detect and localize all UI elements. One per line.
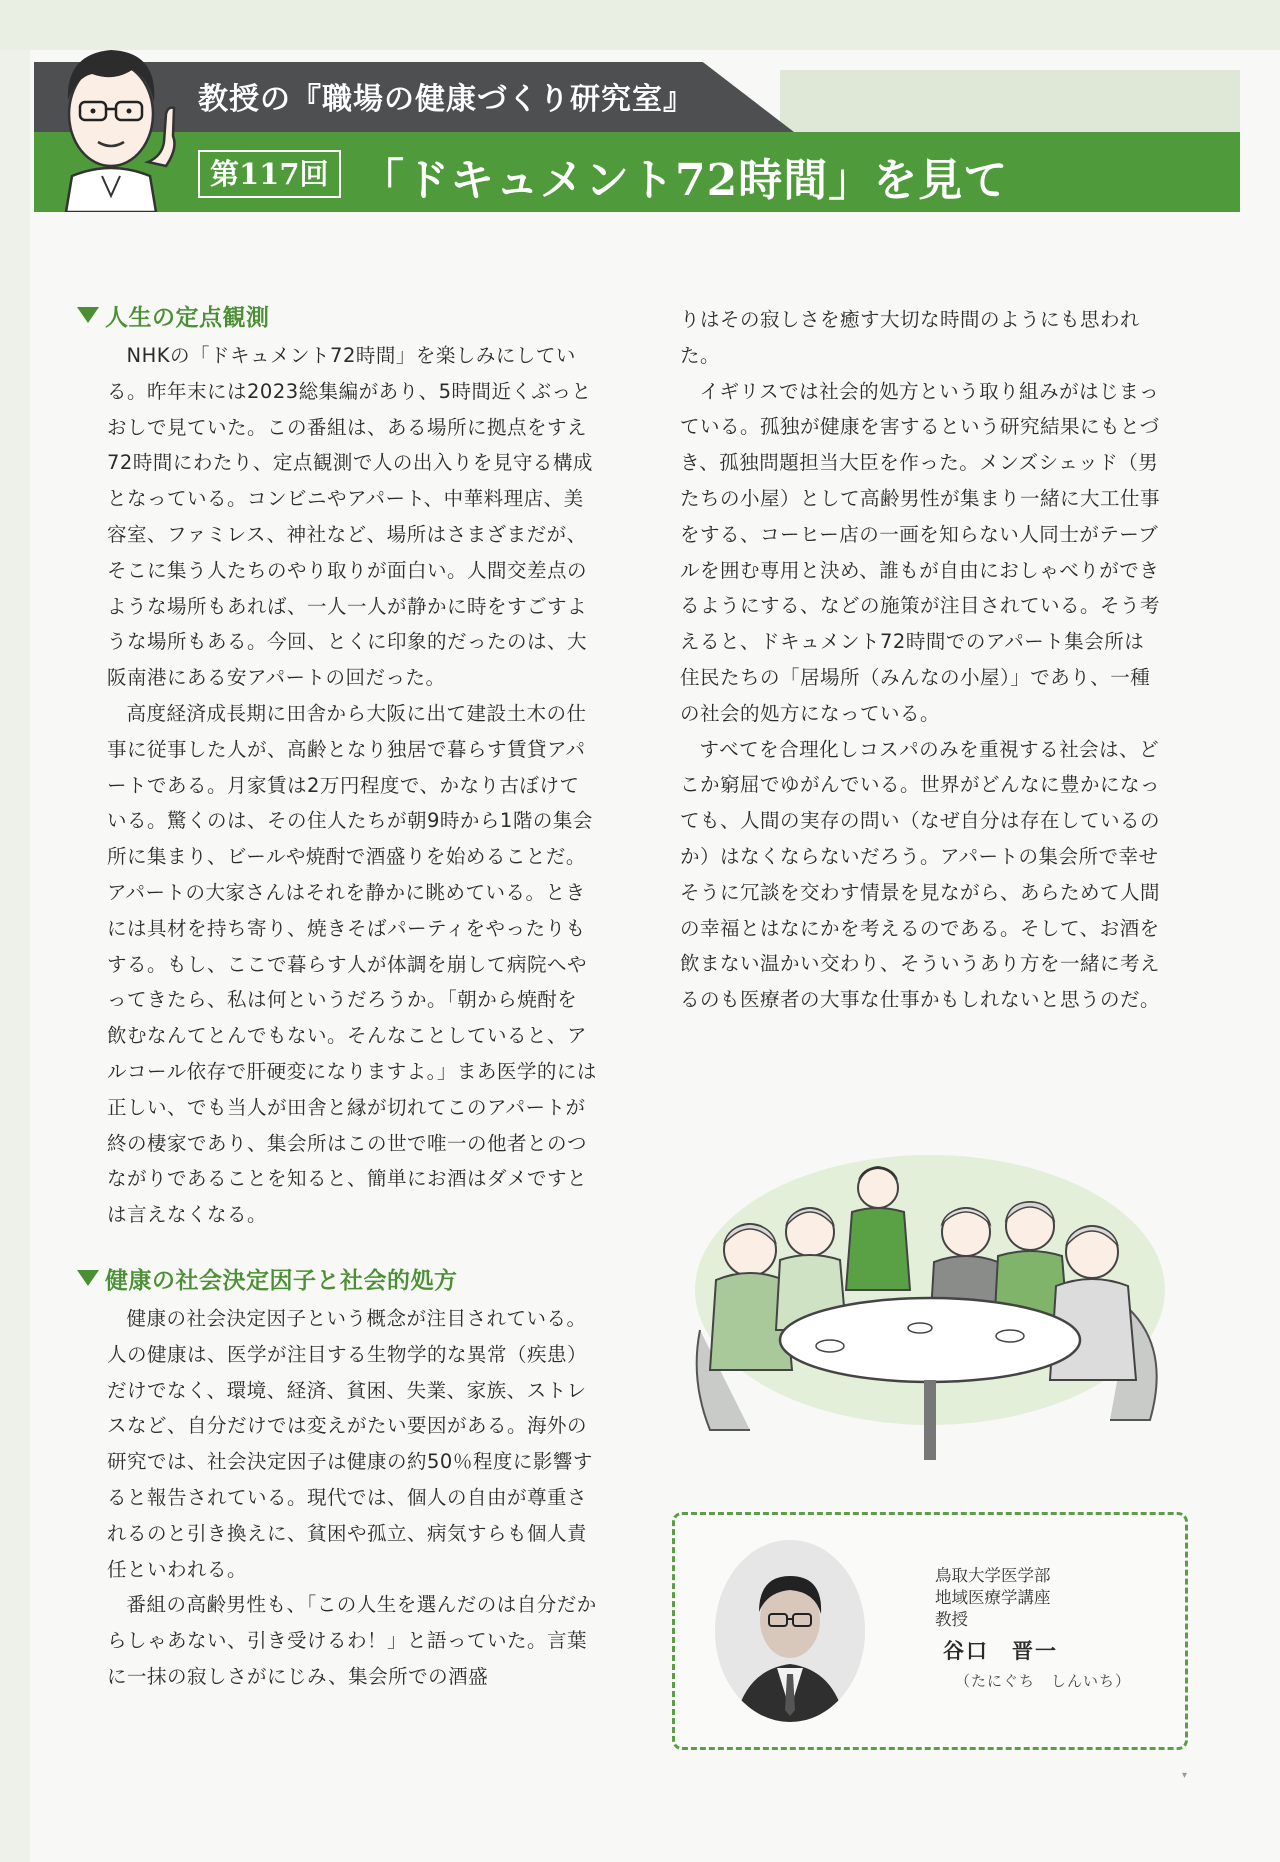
section-heading-text: 健康の社会決定因子と社会的処方 xyxy=(105,1267,458,1294)
body-paragraph: 健康の社会決定因子という概念が注目されている。人の健康は、医学が注目する生物学的な異常（疾患）だけでなく、環境、経済、貧困、失業、家族、ストレスなど、自分だけでは変えがたい要因がある。海外の研究では、社会決定因子は健康の約50％程度に影響すると報告されている。現代では、個人の自由が尊重されるのと引き換えに、貧困や孤立、病気すらも個人責任といわれる。 xyxy=(107,1306,593,1581)
page-mark: ▾ xyxy=(1182,1770,1188,1781)
triangle-bullet-icon xyxy=(77,307,99,323)
section-heading-social-determinants xyxy=(77,1261,597,1301)
left-column xyxy=(107,298,597,1695)
issue-label: 第117回 xyxy=(198,150,341,198)
gathering-illustration xyxy=(680,1140,1180,1480)
author-name-reading: （たにぐち しんいち） xyxy=(955,1672,1132,1690)
series-title: 教授の『職場の健康づくり研究室』 xyxy=(198,82,694,117)
top-band xyxy=(0,0,1280,50)
body-paragraph: 高度経済成長期に田舎から大阪に出て建設土木の仕事に従事した人が、高齢となり独居で暮らす賃貸アパートである。月家賃は2万円程度で、かなり古ぼけている。驚くのは、その住人たちが朝9時から1階の集会所に集まり、ビールや焼酎で酒盛りを始めることだ。アパートの大家さんはそれを静かに眺めている。ときには具材を持ち寄り、焼きそばパーティをやったりもする。もし、ここで暮らす人が体調を崩して病院へやってきたら、私は何というだろうか。「朝から焼酎を飲むなんてとんでもない。そんなことしていると、アルコール依存で肝硬変になりますよ。」まあ医学的には正しい、でも当人が田舎と縁が切れてこのアパートが終の棲家であり、集会所はこの世で唯一の他者とのつながりであることを知ると、簡単にお酒はダメですとは言えなくなる。 xyxy=(107,701,597,1227)
section-heading-fixed-point-observation xyxy=(77,298,597,338)
professor-mascot-icon xyxy=(36,30,186,212)
body-paragraph: 番組の高齢男性も、「この人生を選んだのは自分だからしゃあない、引き受けるわ！」と語っていた。言葉に一抹の寂しさがにじみ、集会所での酒盛 xyxy=(107,1593,597,1688)
author-portrait xyxy=(715,1540,865,1722)
triangle-bullet-icon xyxy=(77,1270,99,1286)
affiliation-university: 鳥取大学医学部 xyxy=(935,1566,1051,1585)
body-paragraph: NHKの「ドキュメント72時間」を楽しみにしている。昨年末には2023総集編があり、5時間近くぶっとおしで見ていた。この番組は、ある場所に拠点をすえ72時間にわたり、定点観測で人の出入りを見守る構成となっている。コンビニやアパート、中華料理店、美容室、ファミレス、神社など、場所はさまざまだが、そこに集う人たちのやり取りが面白い。人間交差点のような場所もあれば、一人一人が静かに時をすごすような場所もある。今回、とくに印象的だったのは、大阪南港にある安アパートの回だった。 xyxy=(107,344,593,690)
affiliation-department: 地域医療学講座 xyxy=(935,1588,1051,1607)
header-tint xyxy=(780,70,1240,132)
article-title: 「ドキュメント72時間」を見て xyxy=(360,155,1009,206)
author-photo-icon xyxy=(715,1540,865,1722)
author-name: 谷口 晋一 xyxy=(943,1639,1058,1663)
page-edge xyxy=(0,0,30,1862)
body-paragraph: すべてを合理化しコスパのみを重視する社会は、どこか窮屈でゆがんでいる。世界がどんなに豊かになっても、人間の実存の問い（なぜ自分は存在しているのか）はなくならないだろう。アパートの集会所で幸せそうに冗談を交わす情景を見ながら、あらためて人間の幸福とはなにかを考えるのである。そして、お酒を飲まない温かい交わり、そういうあり方を一緒に考えるのも医療者の大事な仕事かもしれないと思うのだ。 xyxy=(680,737,1161,1012)
affiliation-title: 教授 xyxy=(935,1610,968,1629)
right-column xyxy=(680,302,1164,1018)
body-paragraph: りはその寂しさを癒す大切な時間のようにも思われた。 xyxy=(680,308,1141,367)
body-paragraph: イギリスでは社会的処方という取り組みがはじまっている。孤独が健康を害するという研究結果にもとづき、孤独問題担当大臣を作った。メンズシェッド（男たちの小屋）として高齢男性が集まり一緒に大工仕事をする、コーヒー店の一画を知らない人同士がテーブルを囲む専用と決め、誰もが自由におしゃべりができるようにする、などの施策が注目されている。そう考えると、ドキュメント72時間でのアパート集会所は住民たちの「居場所（みんなの小屋）」であり、一種の社会的処方になっている。 xyxy=(680,379,1161,725)
author-profile xyxy=(672,1512,1188,1750)
section-heading-text: 人生の定点観測 xyxy=(105,305,270,331)
author-affiliation xyxy=(935,1565,1051,1631)
